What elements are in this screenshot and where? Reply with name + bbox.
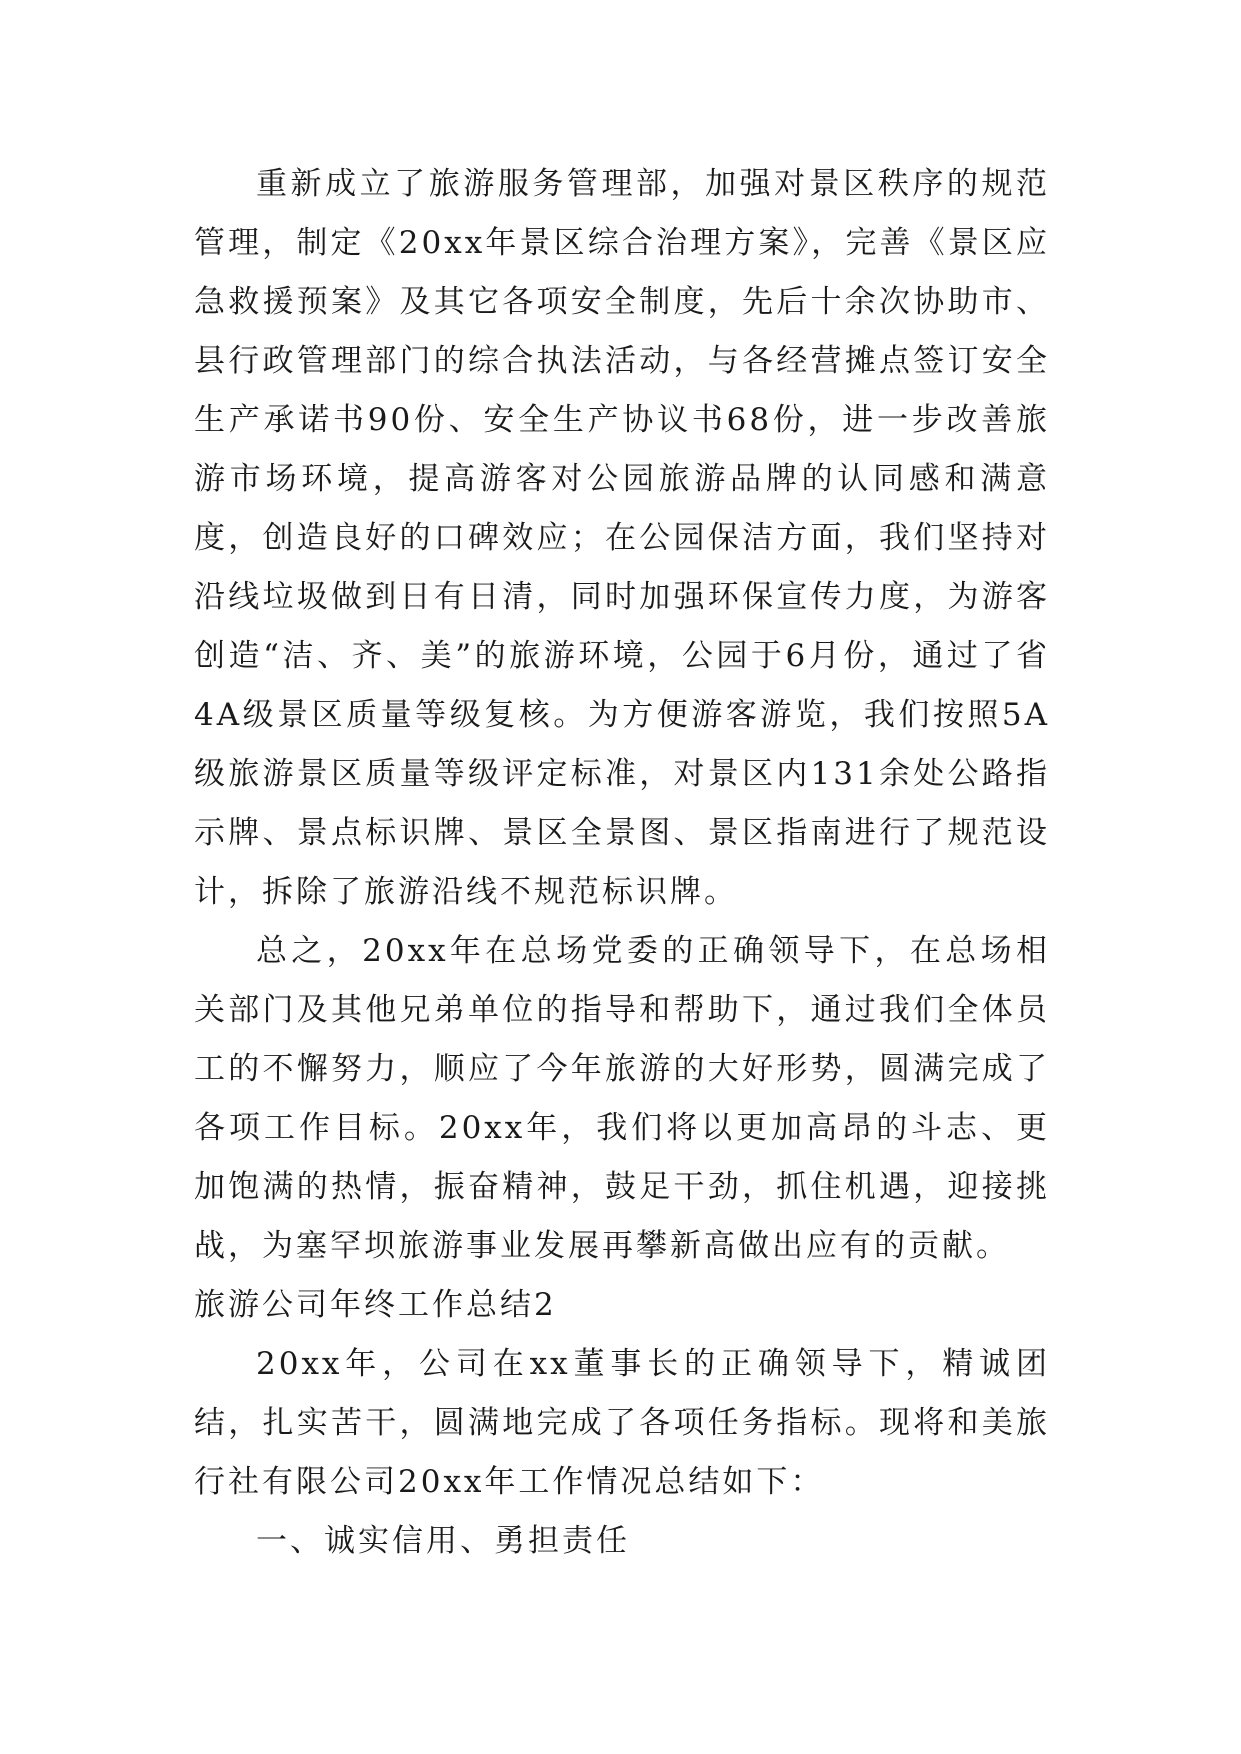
section-title: 旅游公司年终工作总结2 [194, 1287, 557, 1323]
paragraph-intro: 20xx年，公司在xx董事长的正确领导下，精诚团结，扎实苦干，圆满地完成了各项任务指标。现将和美旅行社有限公司20xx年工作情况总结如下： [194, 1346, 1050, 1500]
paragraph-tourism-management: 重新成立了旅游服务管理部，加强对景区秩序的规范管理，制定《20xx年景区综合治理方案》，完善《景区应急救援预案》及其它各项安全制度，先后十余次协助市、县行政管理部门的综合执法活动，与各经营摊点签订安全生产承诺书90份、安全生产协议书68份，进一步改善旅游市场环境，提高游客对公园旅游品牌的认同感和满意度，创造良好的口碑效应；在公园保洁方面，我们坚持对沿线垃圾做到日有日清，同时加强环保宣传力度，为游客创造“洁、齐、美”的旅游环境，公园于6月份，通过了省4A级景区质量等级复核。为方便游客游览，我们按照5A级旅游景区质量等级评定标准，对景区内131余处公路指示牌、景点标识牌、景区全景图、景区指南进行了规范设计，拆除了旅游沿线不规范标识牌。 [194, 166, 1050, 910]
document-body [194, 155, 1050, 1571]
subsection-heading: 一、诚实信用、勇担责任 [256, 1523, 630, 1559]
paragraph-summary: 总之，20xx年在总场党委的正确领导下，在总场相关部门及其他兄弟单位的指导和帮助下，通过我们全体员工的不懈努力，顺应了今年旅游的大好形势，圆满完成了各项工作目标。20xx年，我们将以更加高昂的斗志、更加饱满的热情，振奋精神，鼓足干劲，抓住机遇，迎接挑战，为塞罕坝旅游事业发展再攀新高做出应有的贡献。 [194, 933, 1050, 1264]
